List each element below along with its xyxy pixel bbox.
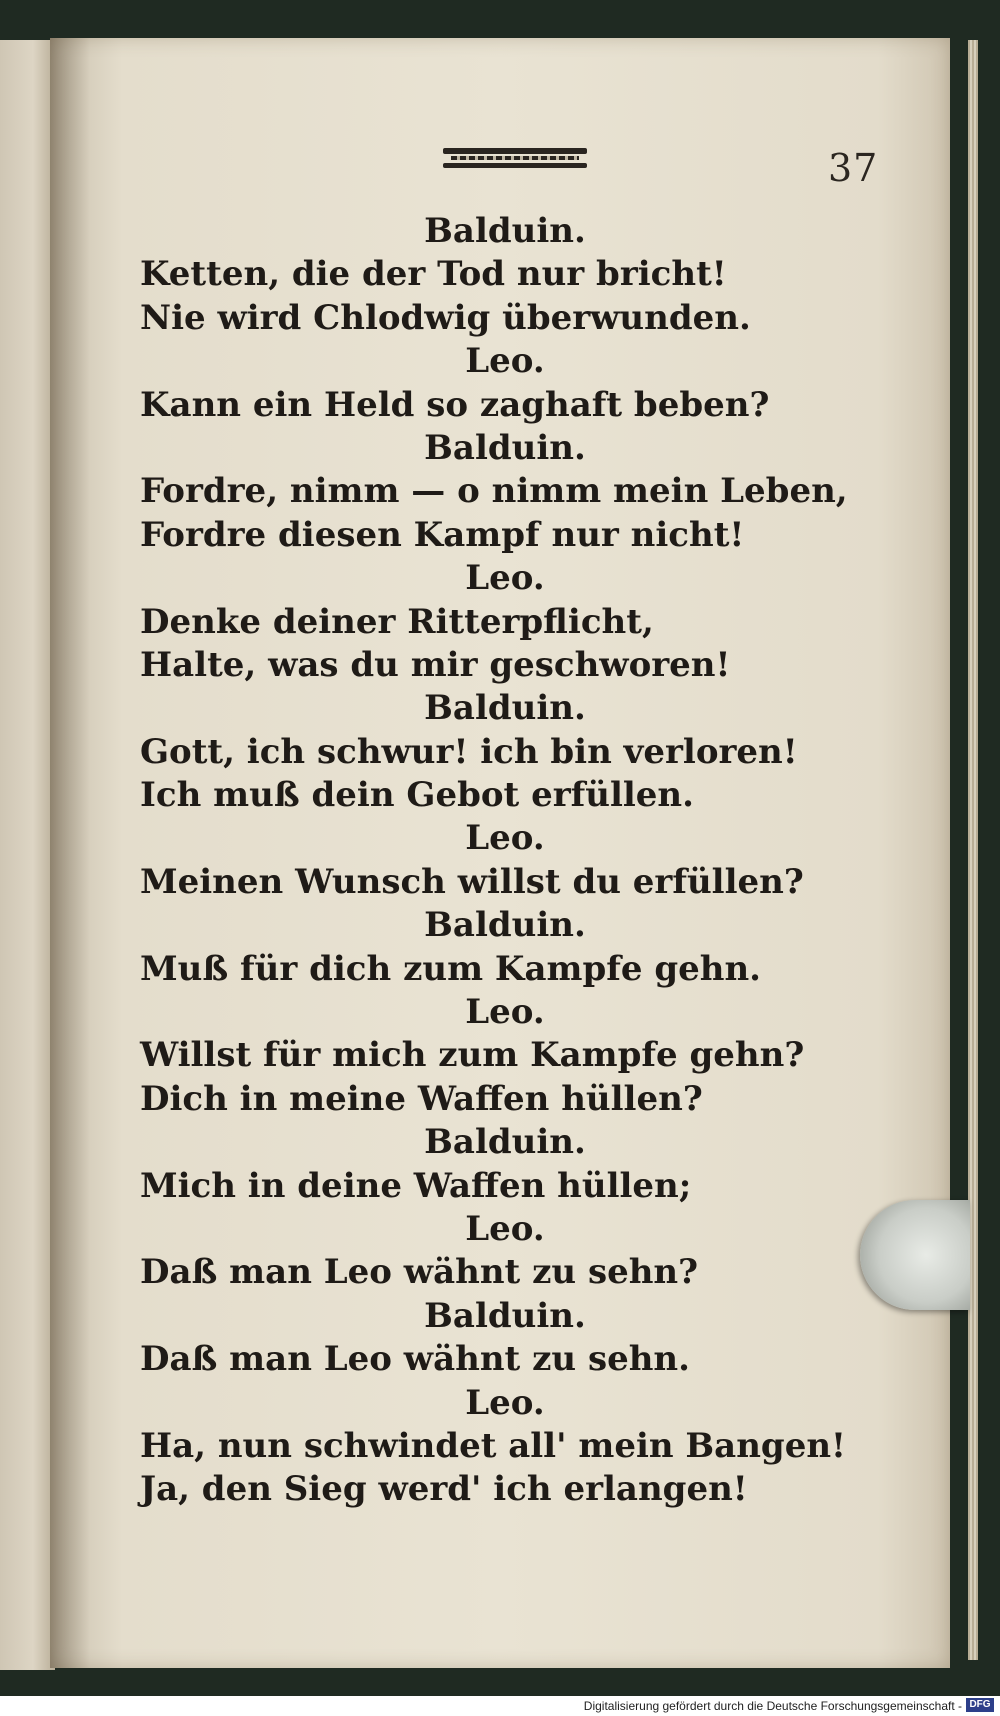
verse-line: Ja, den Sieg werd' ich erlangen! — [140, 1469, 748, 1510]
speaker-name: Balduin. — [424, 1295, 586, 1336]
verse-line: Daß man Leo wähnt zu sehn. — [140, 1339, 690, 1380]
verse-line: Meinen Wunsch willst du erfüllen? — [140, 861, 804, 902]
verse-line: Willst für mich zum Kampfe gehn? — [140, 1035, 805, 1076]
verse-line: Fordre, nimm — o nimm mein Leben, — [140, 471, 848, 512]
speaker-name: Leo. — [465, 818, 545, 859]
page-stack-edge — [968, 40, 978, 1660]
speaker-name: Leo. — [465, 558, 545, 599]
funding-notice: Digitalisierung gefördert durch die Deutsche Forschungsgemeinschaft - — [583, 1699, 962, 1713]
speaker-name: Balduin. — [424, 1122, 586, 1163]
spine-shadow — [50, 38, 90, 1668]
verse-line: Denke deiner Ritterpflicht, — [140, 601, 654, 642]
verse-line: Ha, nun schwindet all' mein Bangen! — [140, 1425, 846, 1466]
verse-line: Fordre diesen Kampf nur nicht! — [140, 514, 745, 555]
verse-line: Gott, ich schwur! ich bin verloren! — [140, 731, 798, 772]
page-number: 37 — [828, 146, 879, 190]
speaker-name: Balduin. — [424, 905, 586, 946]
verse-line: Halte, was du mir geschworen! — [140, 644, 731, 685]
speaker-name: Balduin. — [424, 211, 586, 251]
page-clip-tab — [860, 1200, 970, 1310]
speaker-name: Leo. — [465, 1208, 545, 1249]
speaker-name: Leo. — [465, 341, 545, 382]
speaker-name: Balduin. — [424, 427, 586, 468]
verse-line: Dich in meine Waffen hüllen? — [140, 1078, 703, 1119]
speaker-name: Balduin. — [424, 688, 586, 729]
verse-line: Kann ein Held so zaghaft beben? — [140, 384, 770, 425]
verse-text — [140, 210, 848, 1512]
facing-page-edge — [0, 40, 55, 1670]
speaker-name: Leo. — [465, 992, 545, 1033]
verse-line: Ich muß dein Gebot erfüllen. — [140, 775, 694, 816]
verse-line: Ketten, die der Tod nur bricht! — [140, 254, 727, 295]
speaker-name: Leo. — [465, 1382, 545, 1423]
dfg-logo: DFG — [966, 1698, 994, 1712]
verse-line: Mich in deine Waffen hüllen; — [140, 1165, 692, 1206]
verse-line: Muß für dich zum Kampfe gehn. — [140, 948, 762, 989]
header-ornament — [443, 148, 587, 170]
verse-line: Daß man Leo wähnt zu sehn? — [140, 1252, 699, 1293]
verse-line: Nie wird Chlodwig überwunden. — [140, 297, 751, 338]
